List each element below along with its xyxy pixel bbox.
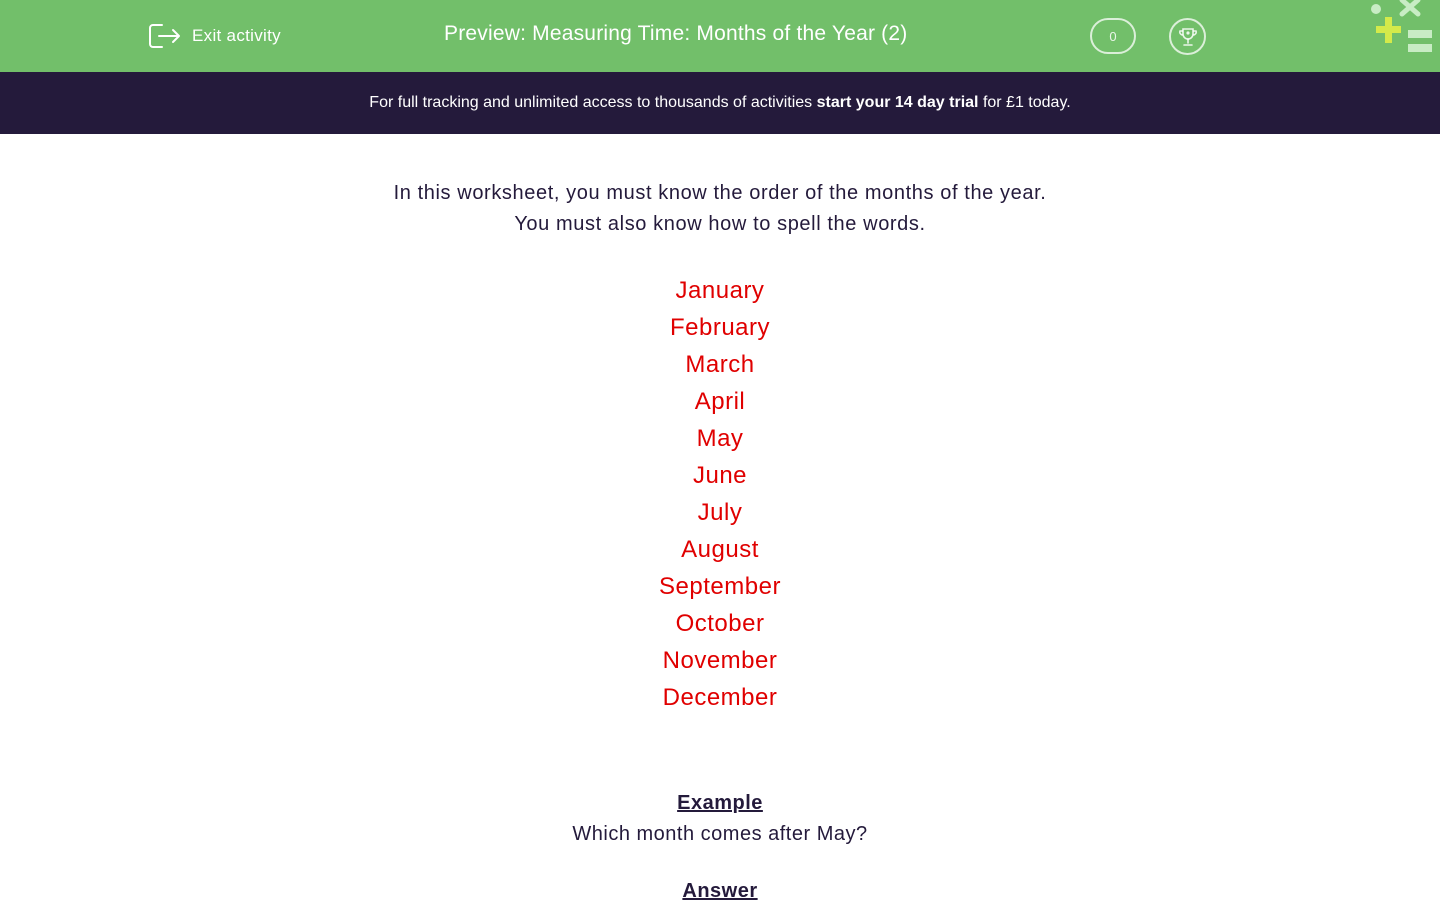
answer-heading: Answer — [682, 880, 758, 900]
exit-activity-label: Exit activity — [192, 26, 281, 45]
banner-text-end: for £1 today. — [982, 94, 1071, 111]
month-item: June — [692, 462, 748, 489]
month-item: November — [662, 647, 778, 674]
trophy-button[interactable] — [1169, 18, 1206, 55]
trial-banner — [0, 72, 1440, 134]
month-item: May — [696, 425, 744, 452]
worksheet-content — [0, 178, 1440, 900]
intro-line-2: You must also know how to spell the words. — [514, 213, 926, 235]
example-section — [0, 792, 1440, 846]
month-item: February — [669, 314, 771, 341]
intro-line-1: In this worksheet, you must know the order of the months of the year. — [393, 182, 1047, 204]
banner-trial-link[interactable]: start your 14 day trial — [816, 94, 979, 111]
banner-text-start: For full tracking and unlimited access to thousands of activities — [369, 94, 813, 111]
example-question: Which month comes after May? — [572, 823, 868, 845]
exit-icon — [148, 21, 182, 51]
month-item: January — [675, 277, 765, 304]
answer-section — [0, 880, 1440, 900]
example-heading: Example — [677, 792, 763, 814]
top-bar — [0, 0, 1440, 72]
intro-text — [0, 178, 1440, 240]
logo-icon — [1366, 0, 1440, 60]
month-item: July — [697, 499, 743, 526]
page-title: Preview: Measuring Time: Months of the Year (2) — [444, 22, 908, 45]
month-item: October — [675, 610, 765, 637]
month-item: March — [685, 351, 755, 378]
month-item: December — [662, 684, 778, 711]
exit-activity-button[interactable] — [148, 20, 281, 52]
months-list — [0, 272, 1440, 716]
trophy-icon — [1176, 25, 1200, 49]
month-item: August — [681, 536, 759, 563]
score-badge: 0 — [1090, 18, 1136, 54]
month-item: April — [694, 388, 746, 415]
month-item: September — [659, 573, 781, 600]
